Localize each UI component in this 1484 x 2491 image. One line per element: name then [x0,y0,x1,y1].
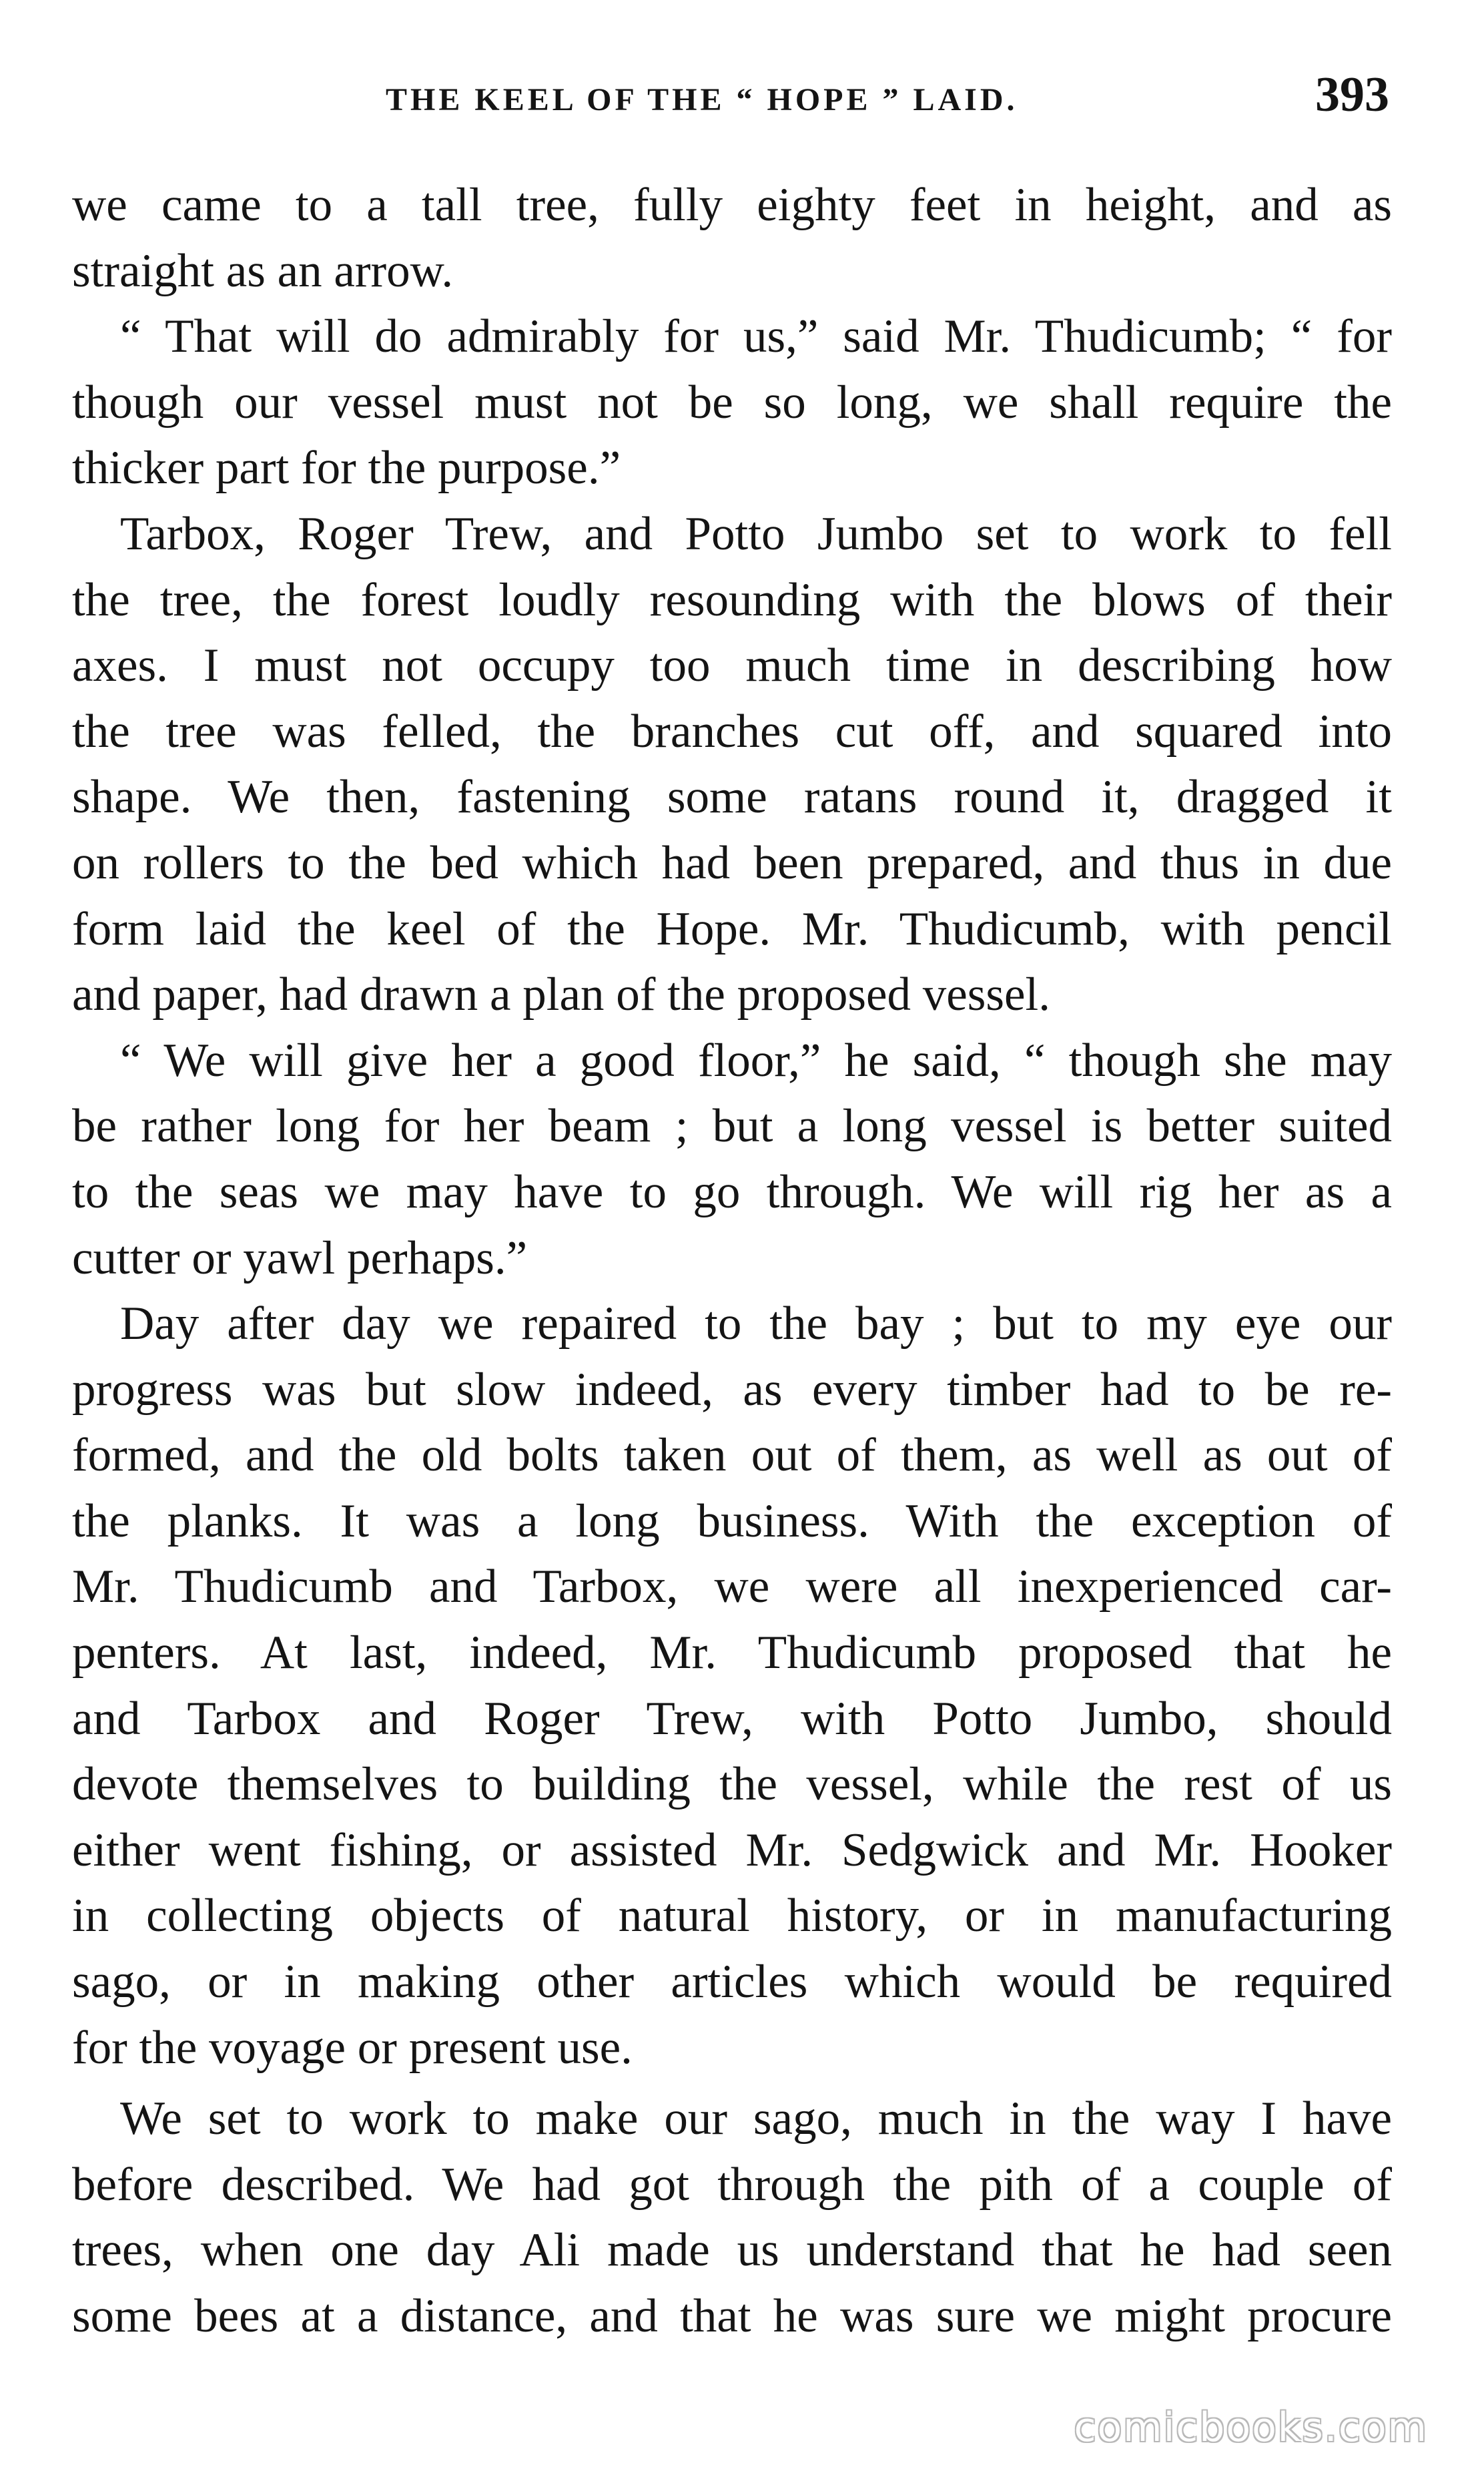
text-line: axes. I must not occupy too much time in describing how [72,639,1392,692]
text-line: though our vessel must not be so long, we shall require the [72,376,1392,429]
text-line: to the seas we may have to go through. We will rig her as a [72,1165,1392,1218]
text-line: the tree, the forest loudly resounding with the blows of their [72,573,1392,626]
text-line: formed, and the old bolts taken out of them, as well as out of [72,1429,1392,1482]
running-head [0,67,1484,127]
text-line: “ That will do admirably for us,” said Mr. Thudicumb; “ for [120,310,1392,363]
running-title: THE KEEL OF THE “ HOPE ” LAID. [386,82,1018,117]
text-line: sago, or in making other articles which would be required [72,1956,1392,2008]
text-line: be rather long for her beam ; but a long vessel is better suited [72,1100,1392,1153]
text-line: Day after day we repaired to the bay ; but to my eye our [120,1298,1392,1350]
text-line: the planks. It was a long business. With the exception of [72,1494,1392,1547]
text-line: shape. We then, fastening some ratans round it, dragged it [72,771,1392,824]
text-line: thicker part for the purpose.” [72,442,621,495]
text-line: devote themselves to building the vessel, while the rest of us [72,1758,1392,1811]
text-line: Tarbox, Roger Trew, and Potto Jumbo set to work to fell [120,507,1392,560]
page-number: 393 [1315,67,1389,122]
text-line: “ We will give her a good floor,” he said, “ though she may [120,1034,1392,1087]
text-line: for the voyage or present use. [72,2021,633,2074]
text-line: before described. We had got through the pith of a couple of [72,2158,1392,2211]
text-line: We set to work to make our sago, much in the way I have [120,2093,1392,2145]
text-line: trees, when one day Ali made us understand that he had seen [72,2224,1392,2277]
text-line: Mr. Thudicumb and Tarbox, we were all inexperienced car- [72,1561,1392,1613]
watermark: comicbooks.com [1074,2404,1428,2451]
text-line: in collecting objects of natural history, or in manufacturing [72,1890,1392,1942]
text-line: the tree was felled, the branches cut off, and squared into [72,705,1392,758]
text-line: penters. At last, indeed, Mr. Thudicumb proposed that he [72,1627,1392,1679]
text-line: either went fishing, or assisted Mr. Sedgwick and Mr. Hooker [72,1824,1392,1876]
text-line: cutter or yawl perhaps.” [72,1231,528,1284]
text-line: straight as an arrow. [72,244,454,297]
text-line: on rollers to the bed which had been prepared, and thus in due [72,836,1392,889]
text-line: progress was but slow indeed, as every timber had to be re- [72,1363,1392,1416]
text-line: we came to a tall tree, fully eighty feet in height, and as [72,179,1392,231]
text-line: some bees at a distance, and that he was sure we might procure [72,2290,1392,2342]
body-text [72,172,1392,2349]
paragraph-gap [72,2081,1392,2086]
text-line: and Tarbox and Roger Trew, with Potto Jumbo, should [72,1692,1392,1745]
text-line: form laid the keel of the Hope. Mr. Thudicumb, with pencil [72,902,1392,955]
text-line: and paper, had drawn a plan of the proposed vessel. [72,968,1050,1021]
